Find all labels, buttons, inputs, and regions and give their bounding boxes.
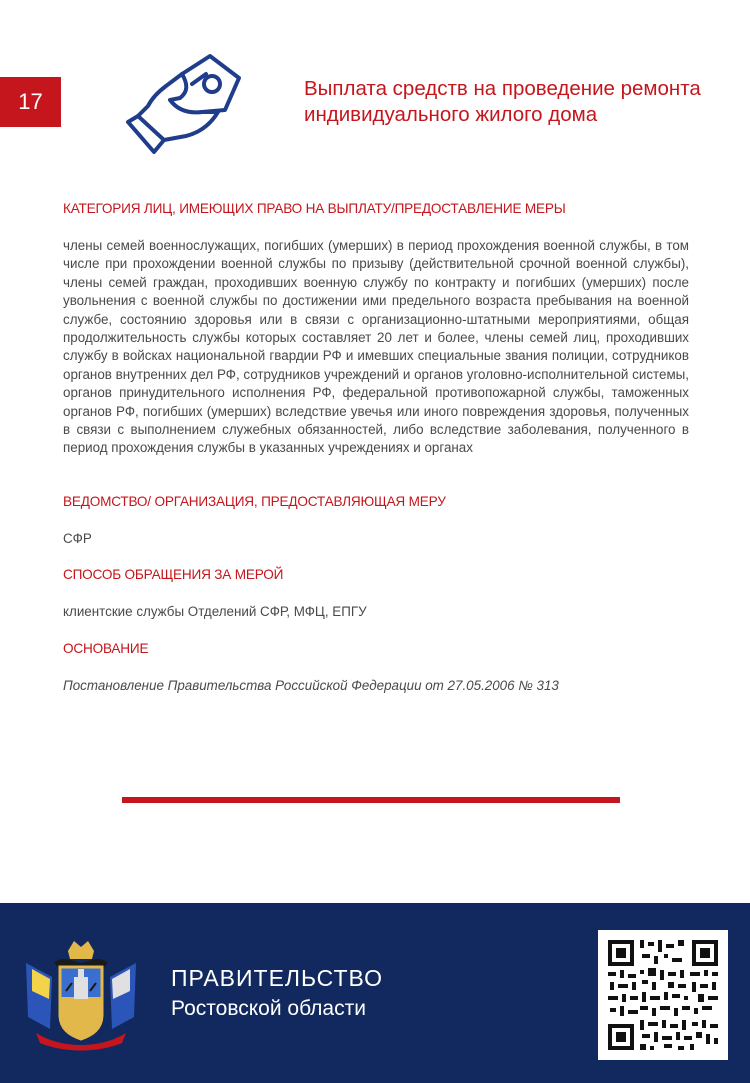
qr-code-icon[interactable]	[598, 930, 728, 1060]
section-heading-application: СПОСОБ ОБРАЩЕНИЯ ЗА МЕРОЙ	[63, 567, 284, 582]
section-heading-basis: ОСНОВАНИЕ	[63, 641, 149, 656]
footer	[0, 903, 750, 1083]
section-text-application: клиентские службы Отделений СФР, МФЦ, ЕПГУ	[63, 604, 367, 619]
section-text-basis: Постановление Правительства Российской Федерации от 27.05.2006 № 313	[63, 678, 559, 693]
page-number: 17	[18, 89, 43, 114]
page-number-badge	[0, 77, 61, 127]
section-heading-agency: ВЕДОМСТВО/ ОРГАНИЗАЦИЯ, ПРЕДОСТАВЛЯЮЩАЯ МЕРУ	[63, 494, 446, 509]
section-text-agency: СФР	[63, 531, 92, 546]
section-text-category: члены семей военнослужащих, погибших (умерших) в период прохождения военной службы, в том числе при прохождении военной службы по призыву (действительной срочной военной службы), члены семей граждан, проходивших военную службу по контракту и погибших (умерших) после увольнения с военной службы по достижении ими предельного возраста пребывания на военной службе, состоянию здоровья или в связи с организационно-штатными мероприятиями, общая продолжительность службы которых составляет 20 лет и более, члены семей лиц, проходивших службу в войсках национальной гвардии РФ и имевших специальные звания полиции, сотрудников органов внутренних дел РФ, сотрудников учреждений и органов уголовно-исполнительной системы, органов принудительного исполнения РФ, федеральной противопожарной службы, таможенных органов РФ, погибших (умерших) вследствие увечья или иного повреждения здоровья, полученных в связи с выполнением служебных обязанностей, либо вследствие заболевания, полученного в период прохождения службы в указанных учреждениях и органах	[63, 238, 689, 456]
coat-of-arms-icon	[22, 933, 140, 1053]
section-heading-category: КАТЕГОРИЯ ЛИЦ, ИМЕЮЩИХ ПРАВО НА ВЫПЛАТУ/ПРЕДОСТАВЛЕНИЕ МЕРЫ	[63, 201, 566, 216]
hand-with-money-icon	[122, 52, 242, 162]
document-title: Выплата средств на проведение ремонта индивидуального жилого дома	[304, 77, 701, 126]
divider-line	[122, 797, 620, 803]
government-title: ПРАВИТЕЛЬСТВО	[171, 965, 383, 991]
government-subtitle: Ростовской области	[171, 997, 366, 1020]
